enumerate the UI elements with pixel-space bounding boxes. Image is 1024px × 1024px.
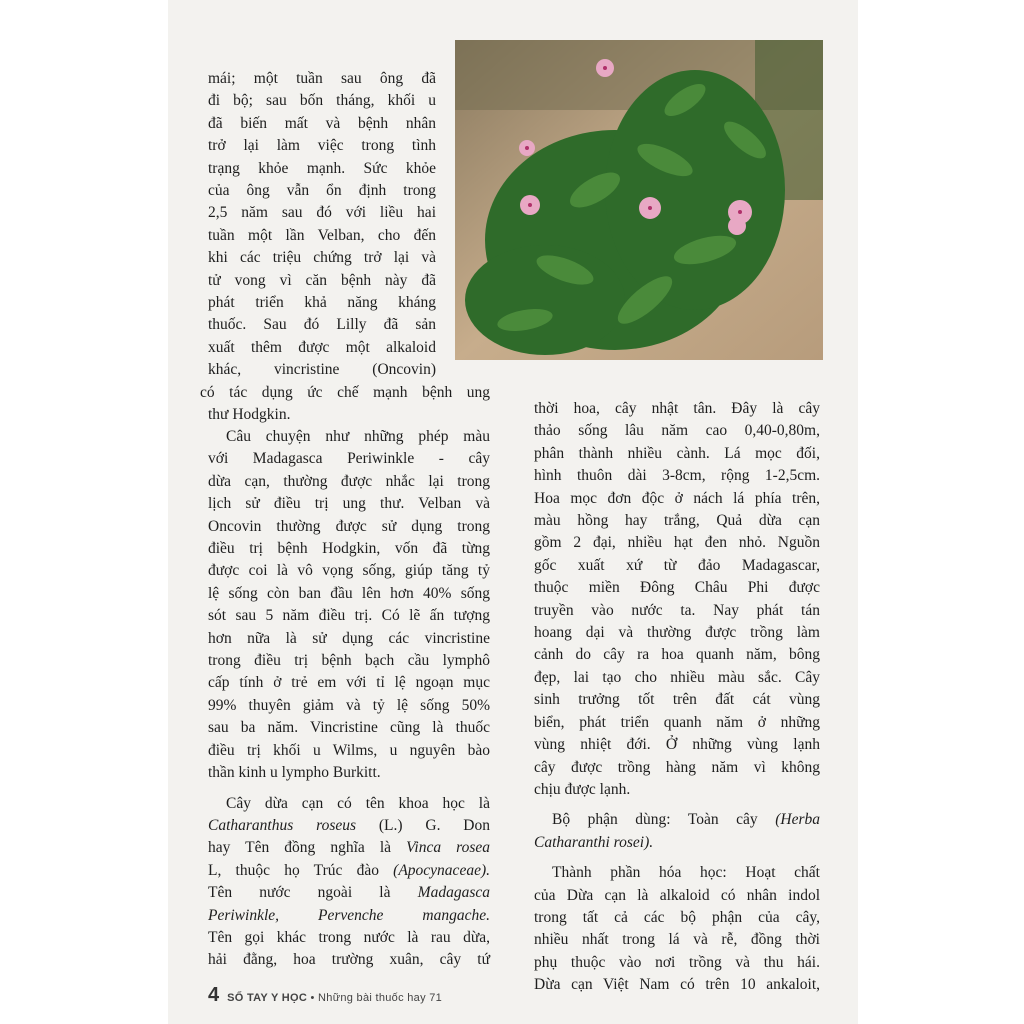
text-line: khi các triệu chứng trở lại và [208,249,436,267]
text-line: sinh trưởng tốt trên đất cát vùng [534,691,820,709]
text-line: Dừa cạn Việt Nam có trên 10 ankaloit, [534,976,820,994]
text-line: có tác dụng ức chế mạnh bệnh ung [200,383,490,401]
text-line [534,809,820,831]
text-line [208,815,490,837]
text-line: thư Hodgkin. [208,406,291,424]
family-label: L, thuộc họ Trúc đào [208,861,394,879]
text-line: của Dừa cạn là alkaloid có nhân indol [534,886,820,904]
text-line: chịu được lạnh. [534,780,631,798]
text-line: phụ thuộc vào nơi trồng và thu hái. [534,953,820,971]
separator: • [307,992,319,1004]
text-line: tử vong vì căn bệnh này đã [208,271,436,289]
text-line: Hoa mọc đơn độc ở nách lá phía trên, [534,489,820,507]
text-line: khác, vincristine (Oncovin) [208,361,436,379]
text-line: thần kinh u lympho Burkitt. [208,764,381,782]
plant-photo [455,40,823,360]
synonym-name: Vinca rosea [406,839,490,857]
parts-used-label: Bộ phận dùng: Toàn cây [552,811,776,829]
text-line: phát triển khả năng kháng [208,294,436,312]
book-title: SỔ TAY Y HỌC [227,992,308,1004]
text-line: trạng khỏe mạnh. Sức khỏe [208,159,436,177]
text-line: lịch sử điều trị ung thư. Velban và [208,495,490,513]
page-footer [208,984,442,1008]
text-line: của ông vẫn ổn định trong [208,182,436,200]
text-line: mái; một tuần sau ông đã [208,70,436,87]
text-line: hải đằng, hoa trường xuân, cây tứ [208,951,490,969]
text-line [208,837,490,859]
foreign-name-cont: Periwinkle, Pervenche mangache. [208,906,490,924]
text-line [208,860,490,882]
left-column-bottom [208,418,490,972]
text-line: điều trị khối u Wilms, u nguyên bào [208,741,490,759]
text-line: vùng nhiệt đới. Ở những vùng lạnh [534,736,820,754]
text-line: gồm 2 đại, nhiều hạt đen nhỏ. Nguồn [534,534,820,552]
text-line: xuất thêm được một alkaloid [208,338,436,356]
author-citation: (L.) G. Don [356,816,490,834]
text-line: 2,5 năm sau đó với liều hai [208,204,436,222]
book-subtitle: Những bài thuốc hay 71 [318,992,443,1004]
foreign-name: Madagasca [417,884,490,902]
text-line: thuốc. Sau đó Lilly đã sản [208,316,436,334]
text-line: tuần một lần Velban, cho đến [208,226,436,244]
text-line: trở lại làm việc trong tình [208,137,436,155]
herba-name: (Herba [775,811,820,829]
text-line: Tên gọi khác trong nước là rau dừa, [208,928,490,946]
scientific-name: Catharanthus roseus [208,816,357,834]
text-line: đẹp, lai tạo cho nhiều màu sắc. Cây [534,668,820,686]
right-column [534,398,820,997]
text-line: Câu chuyện như những phép màu [226,428,490,445]
text-line: lệ sống còn ban đầu lên hơn 40% sống [208,584,490,602]
text-line: với Madagasca Periwinkle - cây [208,450,490,468]
text-line: trong tất cả các bộ phận của cây, [534,908,820,926]
text-line: Thành phần hóa học: Hoạt chất [552,864,820,882]
text-line [208,905,490,927]
family-name: (Apocynaceae). [393,861,490,879]
foreign-name-label: Tên nước ngoài là [208,884,418,902]
text-line: 99% thuyên giảm và tỷ lệ sống 50% [208,696,490,714]
running-head [227,992,442,1004]
text-line: nhiều nhất trong lá và rễ, đồng thời [534,931,820,949]
text-line [534,832,820,854]
text-line: được coi là vô vọng sống, giúp tăng tỷ [208,562,490,580]
page-number: 4 [208,984,220,1006]
synonym-label: hay Tên đồng nghĩa là [208,839,407,857]
text-line: điều trị bệnh Hodgkin, vốn đã từng [208,540,490,558]
text-line: gốc xuất xứ từ đảo Madagascar, [534,556,820,574]
text-line: hình thuôn dài 3-8cm, rộng 1-2,5cm. [534,467,820,485]
text-line: phân thành nhiều cành. Lá mọc đối, [534,444,820,462]
text-line: trong điều trị bệnh bạch cầu lymphô [208,652,490,670]
text-line: đi bộ; sau bốn tháng, khối u [208,92,436,110]
left-column-top [200,68,490,427]
text-line: sau ba năm. Vincristine cũng là thuốc [208,719,490,737]
text-line: cảnh do cây ra hoa quanh năm, bông [534,646,820,664]
text-line: biển, phát triển quanh năm ở những [534,713,820,731]
text-line: hoang dại và thường được trồng làm [534,624,820,642]
text-line: đã biến mất và bệnh nhân [208,114,436,132]
text-line: thời hoa, cây nhật tân. Đây là cây [534,400,820,417]
text-line: truyền vào nước ta. Nay phát tán [534,601,820,619]
text-line: hơn nữa là sử dụng các vincristine [208,629,490,647]
text-line: Oncovin thường được sử dụng trong [208,517,490,535]
text-line: Cây dừa cạn có tên khoa học là [226,794,490,812]
text-line: cấp tính ở trẻ em với tỉ lệ ngoạn mục [208,674,490,692]
text-line [208,882,490,904]
text-line: dừa cạn, thường được nhắc lại trong [208,472,490,490]
text-line: sót sau 5 năm điều trị. Có lẽ ấn tượng [208,607,490,625]
text-line: màu hồng hay trắng, Quả dừa cạn [534,512,820,530]
text-line: cây được trồng hàng năm vì không [534,758,820,776]
herba-name-cont: Catharanthi rosei). [534,833,654,851]
text-line: thuộc miền Đông Châu Phi được [534,579,820,597]
text-line: thảo sống lâu năm cao 0,40-0,80m, [534,422,820,440]
